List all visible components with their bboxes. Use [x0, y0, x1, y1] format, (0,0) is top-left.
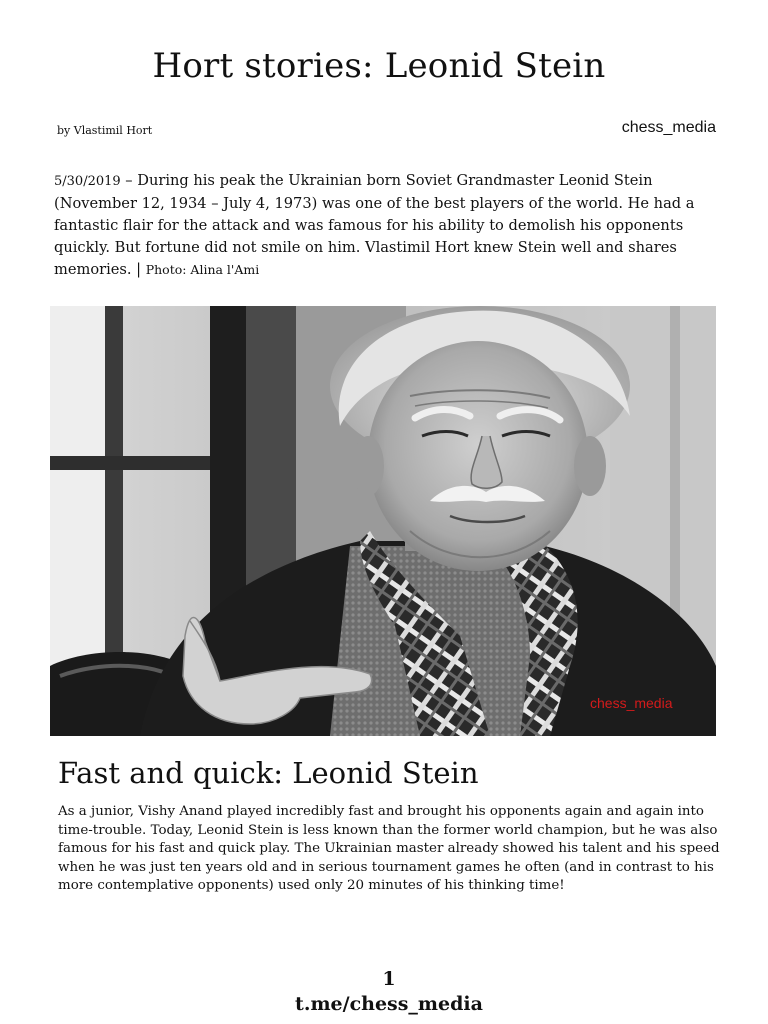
section-heading: Fast and quick: Leonid Stein	[58, 756, 479, 790]
footer-channel-link[interactable]: t.me/chess_media	[295, 993, 483, 1015]
section-body: As a junior, Vishy Anand played incredibly fast and brought his opponents again and again into time-trouble. Today, Leonid Stein is less known than the former world champion, but he was also famous for his fast and quick play. The Ukrainian master already showed his talent and his speed when he was just ten years old and in serious tournament games he often (and in contrast to his more contemplative opponents) used only 20 minutes of his thinking time!	[58, 804, 720, 893]
photo-credit: Photo: Alina l'Ami	[145, 262, 260, 277]
intro-text: – During his peak the Ukrainian born Soviet Grandmaster Leonid Stein (November 12, 1934 – July 4, 1973) was one of the best players of the world. He had a fantastic flair for the attack and was famous for his ability to demolish his opponents quickly. But fortune did not smile on him. Vlastimil Hort knew Stein well and shares memories. |	[54, 172, 695, 278]
article-date: 5/30/2019	[54, 174, 121, 189]
article-intro	[54, 170, 726, 281]
author-byline: by Vlastimil Hort	[57, 124, 153, 137]
photo-watermark: chess_media	[590, 695, 673, 711]
brand-label: chess_media	[621, 119, 716, 136]
page-number: 1	[382, 968, 396, 990]
portrait-photo	[50, 306, 716, 736]
page-title: Hort stories: Leonid Stein	[152, 46, 606, 86]
